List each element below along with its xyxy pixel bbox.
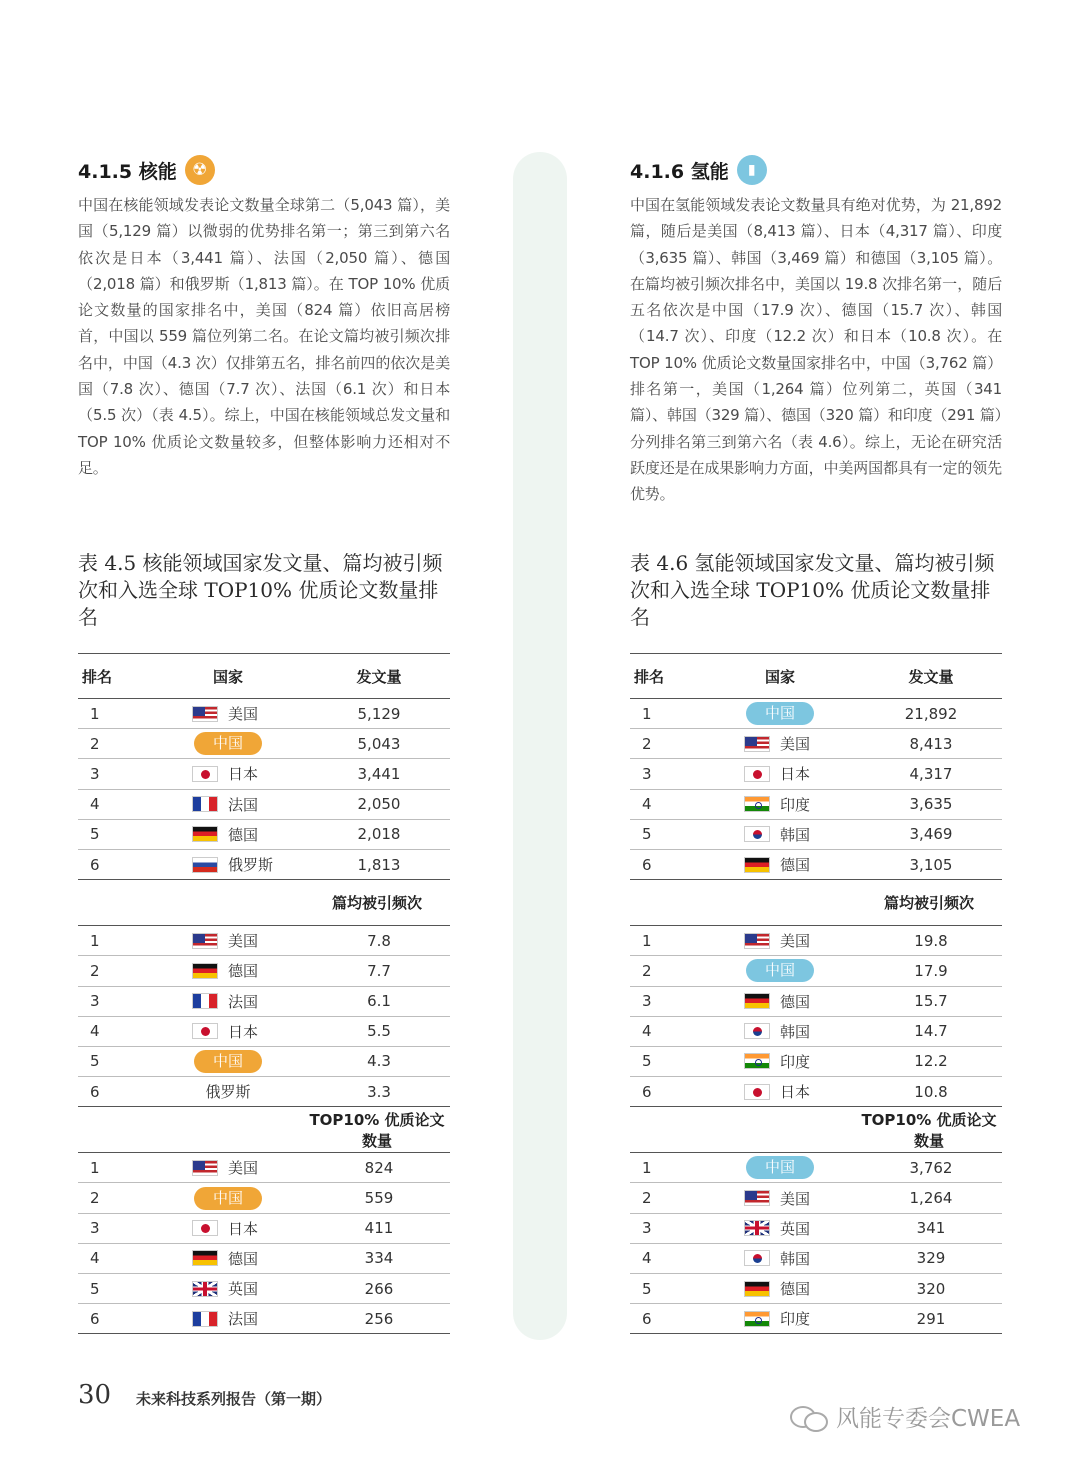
country-cell (168, 1278, 288, 1299)
rank-cell: 1 (642, 1158, 652, 1177)
flag-in-icon (744, 1053, 770, 1069)
country-name: 美国 (780, 735, 811, 754)
highlight-country-pill: 中国 (746, 959, 814, 982)
flag-in-icon (744, 796, 770, 812)
table-row (630, 1153, 1002, 1183)
rank-cell: 3 (90, 764, 100, 783)
country-cell (168, 703, 288, 724)
header-country: 国家 (212, 667, 243, 686)
country-cell (720, 1156, 840, 1179)
country-name: 德国 (228, 825, 259, 844)
rank-cell: 5 (642, 825, 652, 844)
country-cell (720, 1218, 840, 1239)
rank-cell: 2 (90, 734, 100, 753)
country-cell (168, 1081, 288, 1102)
country-name: 英国 (780, 1219, 811, 1238)
country-name: 德国 (780, 992, 811, 1011)
country-name: 韩国 (780, 1249, 811, 1268)
ranking-table (78, 653, 450, 1334)
rank-cell: 1 (642, 704, 652, 723)
wechat-icon (790, 1404, 828, 1430)
country-cell (168, 1187, 288, 1210)
table-row (630, 1077, 1002, 1107)
flag-de-icon (192, 963, 218, 979)
country-cell (720, 824, 840, 845)
header-rank: 排名 (82, 667, 113, 686)
value-cell: 266 (364, 1279, 394, 1298)
country-name: 法国 (228, 992, 259, 1011)
flag-gb-icon (192, 1281, 218, 1297)
citations-rows (78, 926, 450, 1107)
top10-rows (78, 1153, 450, 1334)
rank-cell: 4 (90, 1022, 100, 1041)
country-cell (168, 763, 288, 784)
country-cell (720, 991, 840, 1012)
table-row (78, 1077, 450, 1107)
table-row (630, 790, 1002, 820)
table-row (630, 729, 1002, 759)
top10-subheader (78, 1107, 450, 1153)
flag-us-icon (744, 1190, 770, 1206)
table-row (630, 1214, 1002, 1244)
citations-subheader-label: 篇均被引频次 (883, 894, 974, 913)
country-name: 法国 (228, 795, 259, 814)
value-cell: 5,043 (357, 734, 401, 753)
ranking-table (630, 653, 1002, 1334)
country-name: 日本 (228, 765, 259, 784)
country-cell (168, 991, 288, 1012)
value-cell: 3,469 (909, 825, 953, 844)
value-cell: 291 (916, 1309, 946, 1328)
country-name: 韩国 (780, 1022, 811, 1041)
country-name: 印度 (780, 1052, 811, 1071)
table-row (78, 699, 450, 729)
citations-rows (630, 926, 1002, 1107)
rank-cell: 6 (90, 855, 100, 874)
highlight-country-pill: 中国 (746, 702, 814, 725)
table-row (78, 850, 450, 880)
country-name: 印度 (780, 795, 811, 814)
header-country: 国家 (764, 667, 795, 686)
country-name: 日本 (780, 765, 811, 784)
report-name: 未来科技系列报告（第一期） (136, 1390, 332, 1408)
rank-cell: 2 (642, 961, 652, 980)
country-cell (168, 1248, 288, 1269)
table-title: 表 4.5 核能领域国家发文量、篇均被引频次和入选全球 TOP10% 优质论文数量排名 (78, 551, 443, 629)
rank-cell: 4 (90, 1249, 100, 1268)
country-name: 美国 (228, 932, 259, 951)
papers-rows (78, 699, 450, 880)
country-name: 印度 (780, 1310, 811, 1329)
flag-in-icon (744, 1311, 770, 1327)
country-name: 韩国 (780, 825, 811, 844)
value-cell: 15.7 (914, 992, 948, 1011)
value-cell: 12.2 (914, 1052, 948, 1071)
rank-cell: 1 (90, 1158, 100, 1177)
country-cell (720, 1308, 840, 1329)
flag-de-icon (744, 857, 770, 873)
header-value: 发文量 (356, 667, 402, 686)
rank-cell: 3 (642, 764, 652, 783)
citations-subheader (78, 880, 450, 926)
value-cell: 17.9 (914, 961, 948, 980)
flag-gb-icon (744, 1220, 770, 1236)
flag-jp-icon (192, 766, 218, 782)
rank-cell: 1 (90, 931, 100, 950)
rank-cell: 2 (642, 1189, 652, 1208)
table-row (630, 1017, 1002, 1047)
country-cell (168, 732, 288, 755)
flag-ru-icon (192, 857, 218, 873)
rank-cell: 6 (642, 1309, 652, 1328)
table-row (630, 699, 1002, 729)
rank-cell: 5 (642, 1052, 652, 1071)
value-cell: 2,050 (357, 795, 401, 814)
rank-cell: 6 (642, 855, 652, 874)
flag-us-icon (744, 933, 770, 949)
rank-cell: 2 (90, 1189, 100, 1208)
country-cell (168, 960, 288, 981)
rank-cell: 4 (642, 795, 652, 814)
watermark-text: 风能专委会CWEA (836, 1406, 1021, 1432)
nuclear-section-header (78, 150, 450, 190)
table-row (78, 790, 450, 820)
flag-us-icon (744, 736, 770, 752)
country-name: 俄罗斯 (228, 856, 274, 875)
value-cell: 3,762 (909, 1158, 953, 1177)
country-cell (168, 930, 288, 951)
flag-fr-icon (192, 993, 218, 1009)
value-cell: 2,018 (357, 825, 401, 844)
hydrogen-section-header (630, 150, 1002, 190)
rank-cell: 3 (90, 992, 100, 1011)
value-cell: 3,635 (909, 795, 953, 814)
rank-cell: 3 (642, 992, 652, 1011)
value-cell: 334 (364, 1249, 394, 1268)
country-cell (168, 1021, 288, 1042)
value-cell: 256 (364, 1309, 394, 1328)
value-cell: 4.3 (367, 1052, 391, 1071)
country-cell (720, 1081, 840, 1102)
country-name: 美国 (228, 705, 259, 724)
value-cell: 7.7 (367, 961, 391, 980)
country-name: 美国 (228, 1159, 259, 1178)
hydrogen-icon: ▮ (737, 155, 767, 185)
country-cell (720, 854, 840, 875)
table-row (78, 1017, 450, 1047)
value-cell: 10.8 (914, 1082, 948, 1101)
rank-cell: 2 (90, 961, 100, 980)
country-cell (168, 1308, 288, 1329)
table-row (78, 1244, 450, 1274)
table-row (630, 850, 1002, 880)
value-cell: 5,129 (357, 704, 401, 723)
rank-cell: 4 (642, 1022, 652, 1041)
table-row (630, 926, 1002, 956)
flag-us-icon (192, 706, 218, 722)
value-cell: 3,441 (357, 764, 401, 783)
value-cell: 3,105 (909, 855, 953, 874)
citations-subheader-label: 篇均被引频次 (331, 894, 422, 913)
table-row (78, 1274, 450, 1304)
section-paragraph: 中国在氢能领域发表论文数量具有绝对优势，为 21,892 篇，随后是美国（8,413 篇）、日本（4,317 篇）、印度（3,635 篇）、韩国（3,469 篇）和德国（3,105 篇）。在篇均被引频次排名中，美国以 19.8 次排名第一，随后五名依次是中国（17.9 次）、德国（15.7 次）、韩国（14.7 次）、印度（12.2 次）和日本（10.8 次）。在 TOP 10% 优质论文数量国家排名中，中国（3,762 篇）排名第一，美国（1,264 篇）位列第二，英国（341 篇）、韩国（329 篇）、德国（320 篇）和印度（291 篇）分列排名第三到第六名（表 4.6）。综上，无论在研究活跃度还是在成果影响力方面，中美两国都具有一定的领先优势。 (630, 196, 1002, 504)
rank-cell: 5 (90, 825, 100, 844)
header-rank: 排名 (634, 667, 665, 686)
value-cell: 411 (364, 1219, 394, 1238)
country-cell (168, 854, 288, 875)
value-cell: 329 (916, 1249, 946, 1268)
flag-jp-icon (744, 766, 770, 782)
rank-cell: 6 (642, 1082, 652, 1101)
value-cell: 3.3 (367, 1082, 391, 1101)
rank-cell: 3 (642, 1219, 652, 1238)
flag-de-icon (192, 1250, 218, 1266)
top10-subheader-label: TOP10% 优质论文数量 (861, 1110, 997, 1150)
table-title: 表 4.6 氢能领域国家发文量、篇均被引频次和入选全球 TOP10% 优质论文数量排名 (630, 551, 995, 629)
page-number: 30 (78, 1380, 112, 1410)
highlight-country-pill: 中国 (194, 732, 262, 755)
country-cell (720, 930, 840, 951)
flag-jp-icon (744, 1084, 770, 1100)
value-cell: 7.8 (367, 931, 391, 950)
value-cell: 8,413 (909, 734, 953, 753)
flag-us-icon (192, 1160, 218, 1176)
country-cell (168, 1157, 288, 1178)
table-header (630, 653, 1002, 699)
rank-cell: 5 (90, 1279, 100, 1298)
country-name: 德国 (780, 1280, 811, 1299)
table-row (78, 926, 450, 956)
value-cell: 320 (916, 1279, 946, 1298)
table-row (78, 987, 450, 1017)
value-cell: 19.8 (914, 931, 948, 950)
country-name: 日本 (228, 1219, 259, 1238)
flag-fr-icon (192, 796, 218, 812)
watermark (790, 1400, 1020, 1433)
table-row (630, 1244, 1002, 1274)
table-row (630, 1183, 1002, 1213)
value-cell: 5.5 (367, 1022, 391, 1041)
flag-kr-icon (744, 826, 770, 842)
top10-subheader-label: TOP10% 优质论文数量 (309, 1110, 445, 1150)
table-row (78, 1214, 450, 1244)
flag-kr-icon (744, 1250, 770, 1266)
country-cell (168, 1050, 288, 1073)
country-cell (720, 733, 840, 754)
country-cell (168, 824, 288, 845)
table-row (630, 1304, 1002, 1334)
table-row (78, 1183, 450, 1213)
highlight-country-pill: 中国 (194, 1187, 262, 1210)
value-cell: 21,892 (904, 704, 958, 723)
value-cell: 1,813 (357, 855, 401, 874)
country-cell (720, 702, 840, 725)
country-cell (720, 1278, 840, 1299)
rank-cell: 5 (642, 1279, 652, 1298)
value-cell: 824 (364, 1158, 394, 1177)
table-row (78, 820, 450, 850)
table-row (630, 956, 1002, 986)
flag-de-icon (744, 993, 770, 1009)
rank-cell: 4 (642, 1249, 652, 1268)
flag-kr-icon (744, 1023, 770, 1039)
nuclear-column (78, 150, 450, 1329)
country-name: 美国 (780, 932, 811, 951)
country-cell (720, 1021, 840, 1042)
country-cell (168, 1218, 288, 1239)
rank-cell: 1 (90, 704, 100, 723)
rank-cell: 2 (642, 734, 652, 753)
table-row (630, 759, 1002, 789)
hydrogen-column (630, 150, 1002, 1329)
highlight-country-pill: 中国 (746, 1156, 814, 1179)
table-row (78, 1047, 450, 1077)
citations-subheader (630, 880, 1002, 926)
radiation-icon: ☢ (185, 155, 215, 185)
table-row (630, 1274, 1002, 1304)
country-name: 法国 (228, 1310, 259, 1329)
country-name: 德国 (228, 1249, 259, 1268)
country-cell (168, 794, 288, 815)
table-row (630, 987, 1002, 1017)
country-cell (720, 794, 840, 815)
country-cell (720, 1248, 840, 1269)
flag-jp-icon (192, 1023, 218, 1039)
country-name: 美国 (780, 1189, 811, 1208)
section-paragraph: 中国在核能领域发表论文数量全球第二（5,043 篇），美国（5,129 篇）以微弱的优势排名第一；第三到第六名依次是日本（3,441 篇）、法国（2,050 篇）、德国（2,018 篇）和俄罗斯（1,813 篇）。在 TOP 10% 优质论文数量的国家排名中，美国（824 篇）依旧高居榜首，中国以 559 篇位列第二名。在论文篇均被引频次排名中，中国（4.3 次）仅排第五名，排名前四的依次是美国（7.8 次）、德国（7.7 次）、法国（6.1 次）和日本（5.5 次）（表 4.5）。综上，中国在核能领域总发文量和 TOP 10% 优质论文数量较多，但整体影响力还相对不足。 (78, 196, 450, 477)
center-divider (513, 152, 567, 1340)
table-row (78, 759, 450, 789)
section-title: 4.1.6 氢能 (630, 160, 729, 183)
table-row (78, 1304, 450, 1334)
country-cell (720, 959, 840, 982)
top10-subheader (630, 1107, 1002, 1153)
flag-jp-icon (192, 1220, 218, 1236)
flag-de-icon (744, 1281, 770, 1297)
rank-cell: 6 (90, 1082, 100, 1101)
rank-cell: 6 (90, 1309, 100, 1328)
country-name: 德国 (228, 962, 259, 981)
section-title: 4.1.5 核能 (78, 160, 177, 183)
flag-fr-icon (192, 1311, 218, 1327)
table-row (630, 820, 1002, 850)
papers-rows (630, 699, 1002, 880)
value-cell: 559 (364, 1189, 394, 1208)
rank-cell: 5 (90, 1052, 100, 1071)
value-cell: 6.1 (367, 992, 391, 1011)
value-cell: 341 (916, 1219, 946, 1238)
table-row (630, 1047, 1002, 1077)
table-row (78, 1153, 450, 1183)
top10-rows (630, 1153, 1002, 1334)
flag-us-icon (192, 933, 218, 949)
table-row (78, 729, 450, 759)
value-cell: 1,264 (909, 1189, 953, 1208)
country-name: 英国 (228, 1280, 259, 1299)
country-cell (720, 1051, 840, 1072)
table-header (78, 653, 450, 699)
value-cell: 4,317 (909, 764, 953, 783)
rank-cell: 1 (642, 931, 652, 950)
country-name: 日本 (780, 1083, 811, 1102)
highlight-country-pill: 中国 (194, 1050, 262, 1073)
header-value: 发文量 (908, 667, 954, 686)
country-name: 日本 (228, 1022, 259, 1041)
rank-cell: 4 (90, 795, 100, 814)
country-name: 俄罗斯 (205, 1083, 251, 1102)
country-cell (720, 1188, 840, 1209)
rank-cell: 3 (90, 1219, 100, 1238)
flag-de-icon (192, 826, 218, 842)
value-cell: 14.7 (914, 1022, 948, 1041)
country-cell (720, 763, 840, 784)
country-name: 德国 (780, 856, 811, 875)
table-row (78, 956, 450, 986)
